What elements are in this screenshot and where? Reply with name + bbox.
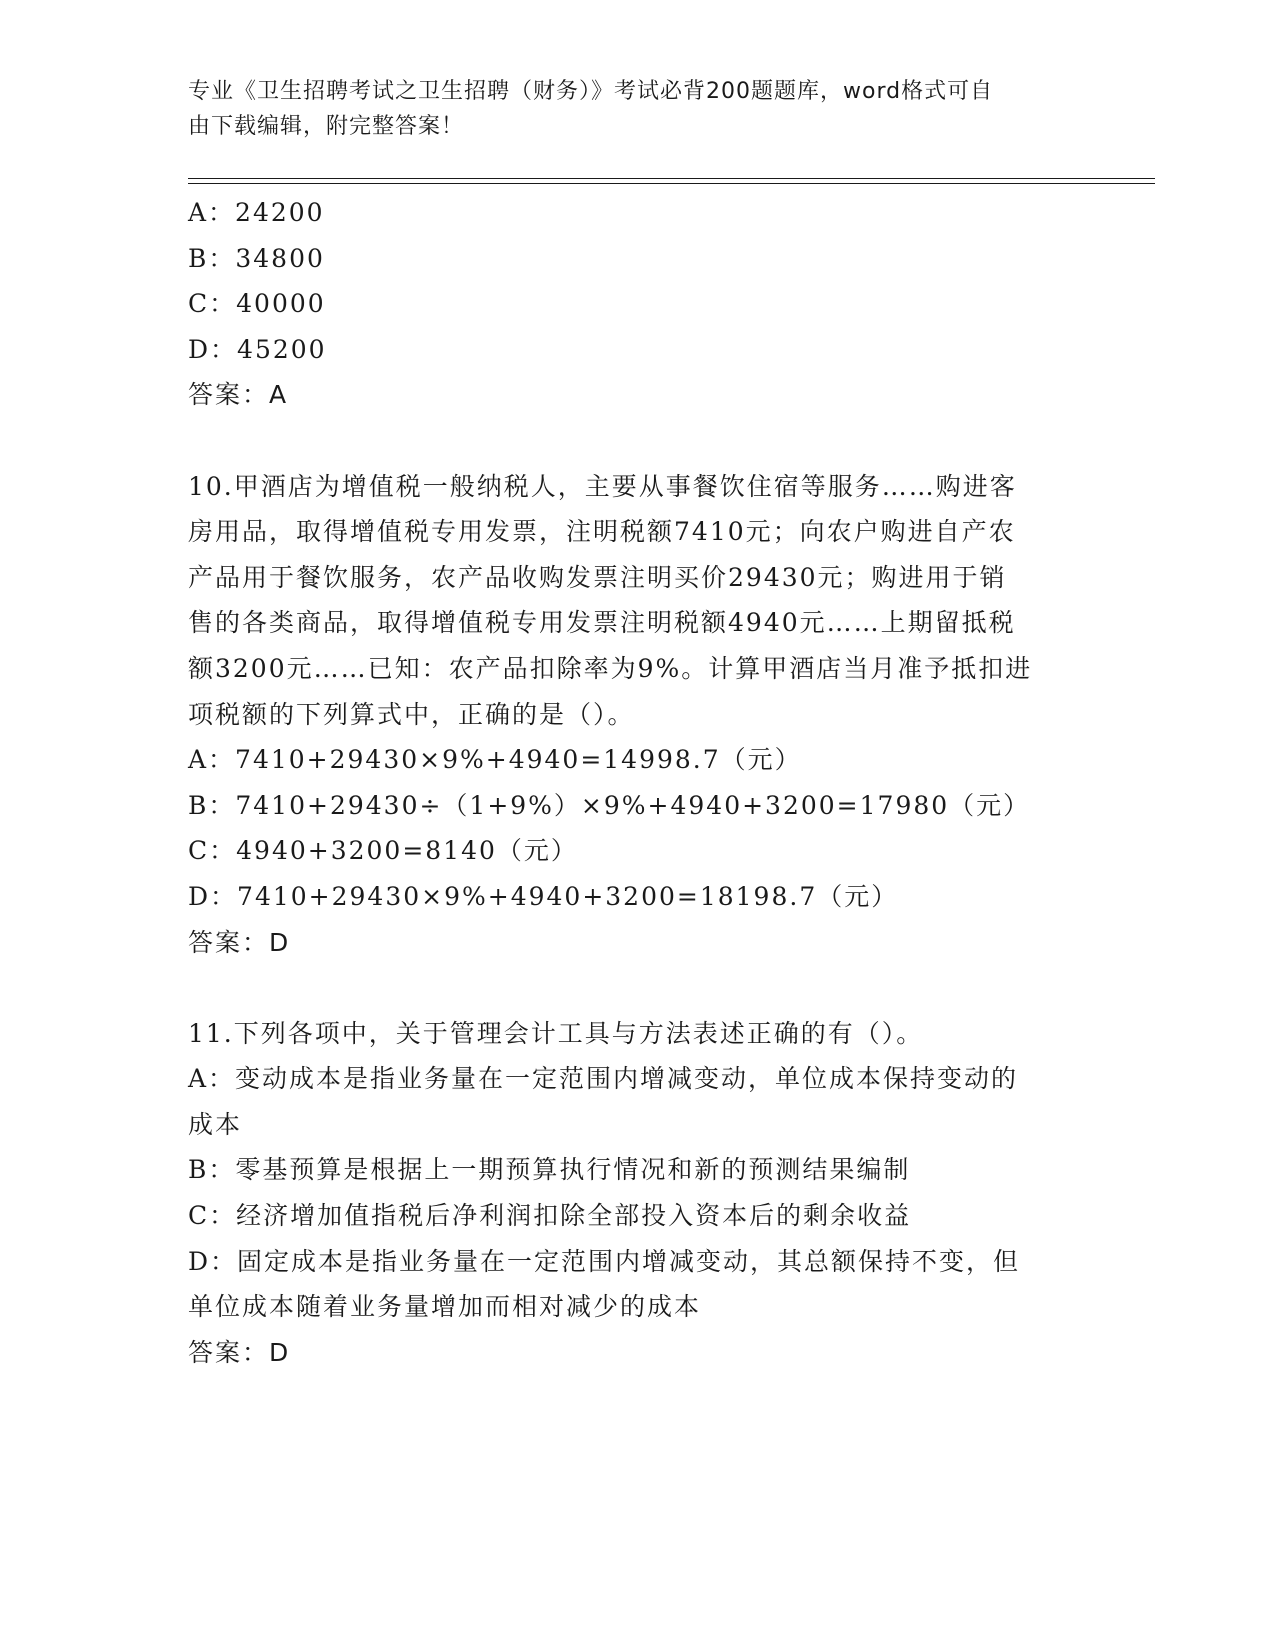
- option-b: B：34800: [188, 243, 325, 273]
- header-divider: [188, 178, 1155, 179]
- answer-line: 答案：D: [188, 927, 291, 957]
- question-stem-line: 11.下列各项中，关于管理会计工具与方法表述正确的有（）。: [188, 1018, 924, 1048]
- header-line: 专业《卫生招聘考试之卫生招聘（财务）》考试必背200题题库，word格式可自: [188, 79, 994, 104]
- document-body: [188, 190, 1078, 1375]
- answer-line: 答案：A: [188, 380, 289, 410]
- question-stem-line: 10.甲酒店为增值税一般纳税人，主要从事餐饮住宿等服务……购进客: [188, 471, 1017, 501]
- option-c: C：40000: [188, 289, 326, 319]
- question-stem-line: 额3200元……已知：农产品扣除率为9%。计算甲酒店当月准予抵扣进: [188, 653, 1033, 683]
- question-10: [188, 464, 1078, 966]
- document-header: [188, 74, 1068, 144]
- option-d: D：固定成本是指业务量在一定范围内增减变动，其总额保持不变，但: [188, 1246, 1021, 1276]
- option-d: D：45200: [188, 334, 327, 364]
- option-c: C：4940+3200=8140（元）: [188, 836, 578, 866]
- header-line: 由下载编辑，附完整答案！: [188, 114, 465, 139]
- question-11: [188, 1011, 1078, 1376]
- option-b: B：7410+29430÷（1+9%）×9%+4940+3200=17980（元）: [188, 790, 1031, 820]
- question-stem-line: 售的各类商品，取得增值税专用发票注明税额4940元……上期留抵税: [188, 608, 1016, 638]
- spacer: [188, 418, 1078, 464]
- answer-line: 答案：D: [188, 1337, 291, 1367]
- question-stem-line: 项税额的下列算式中，正确的是（）。: [188, 699, 635, 729]
- option-b: B：零基预算是根据上一期预算执行情况和新的预测结果编制: [188, 1155, 911, 1185]
- option-a: A：24200: [188, 198, 325, 227]
- option-d: D：7410+29430×9%+4940+3200=18198.7（元）: [188, 881, 899, 911]
- option-d-continuation: 单位成本随着业务量增加而相对减少的成本: [188, 1292, 702, 1322]
- spacer: [188, 965, 1078, 1011]
- question-9: [188, 190, 1078, 418]
- question-stem-line: 房用品，取得增值税专用发票，注明税额7410元；向农户购进自产农: [188, 517, 1016, 547]
- option-a-continuation: 成本: [188, 1109, 243, 1139]
- option-a: A：变动成本是指业务量在一定范围内增减变动，单位成本保持变动的: [188, 1064, 1019, 1094]
- option-c: C：经济增加值指税后净利润扣除全部投入资本后的剩余收益: [188, 1201, 912, 1231]
- option-a: A：7410+29430×9%+4940=14998.7（元）: [188, 745, 802, 775]
- question-stem-line: 产品用于餐饮服务，农产品收购发票注明买价29430元；购进用于销: [188, 562, 1007, 592]
- header-divider: [188, 183, 1155, 184]
